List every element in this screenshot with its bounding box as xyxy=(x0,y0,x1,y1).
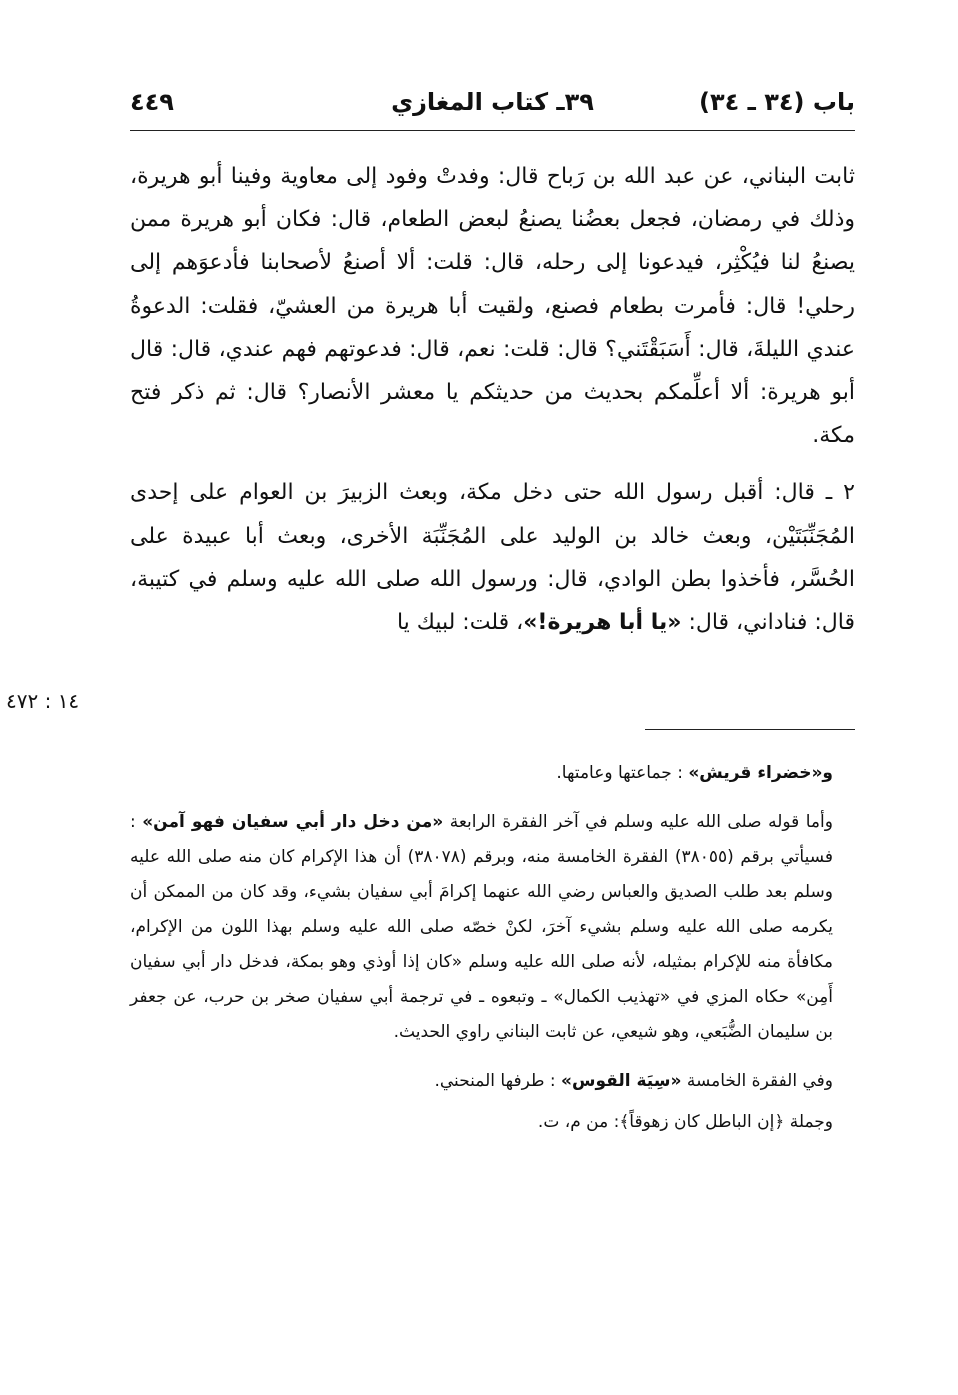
note-2-text-b: : فسيأتي برقم (٣٨٠٥٥) الفقرة الخامسة منه، وبرقم (٣٨٠٧٨) أن هذا الإكرام كان منه صلى الله عليه وسلم بعد طلب الصديق والعباس رضي الله عنهما إكرامَ أبي سفيان بشيء، وقد كان من الممكن أن يكرمه صلى الله عليه وسلم بشيء آخرَ، لكنْ خصّه صلى الله عليه وسلم بهذا اللون من الإكرام، مكافأة منه للإكرام بمثيله، لأنه صلى الله عليه وسلم «كان إذا أوذي وهو بمكة، فدخل دار أبي سفيان أَمِن» حكاه المزي في «تهذيب الكمال» ـ وتبعوه ـ في ترجمة أبي سفيان صخر بن حرب، عن جعفر بن سليمان الضُّبَعي، وهو شيعي، عن ثابت البناني راوي الحديث. xyxy=(130,812,833,1042)
book-title: ٣٩ـ كتاب المغازي xyxy=(391,88,594,116)
paragraph-1: ثابت البناني، عن عبد الله بن رَباح قال: وفدتْ وفود إلى معاوية وفينا أبو هريرة، وذلك في رمضان، فجعل بعضُنا يصنعُ لبعض الطعام، قال: فكان أبو هريرة ممن يصنعُ لنا فيُكْثِر، فيدعونا إلى رحله، قال: قلت: ألا أصنعُ لأصحابنا فأدعوَهم إلى رحلي! قال: فأمرت بطعام فصنع، ولقيت أبا هريرة من العشيّ، فقلت: الدعوةُ عندي الليلةَ، قال: أَسَبَقْتَني؟ قال: قلت: نعم، قال: فدعوتهم فهم عندي، قال: قال أبو هريرة: ألا أعلِّمكم بحديث من حديثكم يا معشر الأنصار؟ قال: ثم ذكر فتح مكة. xyxy=(130,164,855,449)
note-3-text-b: : طرفها المنحني. xyxy=(434,1071,562,1091)
note-1-term: و«خضراء قريش» xyxy=(688,763,833,783)
paragraph-2 xyxy=(130,471,855,644)
margin-reference: ١٤ : ٤٧٢ xyxy=(6,689,80,713)
page-header xyxy=(130,88,855,128)
chapter-heading: باب (٣٤ ـ ٣٤) xyxy=(699,88,855,116)
paragraph-2-end: ، قلت: لبيك يا xyxy=(396,610,524,636)
note-1 xyxy=(130,756,855,791)
paragraph-2-start: ٢ ـ قال: أقبل رسول الله حتى دخل مكة، وبعث الزبيرَ بن العوام على إحدى المُجَنِّبَتَيْن، وبعث خالد بن الوليد على المُجَنِّبَة الأخرى، وبعث أبا عبيدة على الحُسَّر، فأخذوا بطن الوادي، قال: ورسول الله صلى الله عليه وسلم في كتيبة، قال: فناداني، قال: xyxy=(130,480,855,636)
note-3 xyxy=(130,1064,855,1099)
note-1-text: : جماعتها وعامتها. xyxy=(556,763,689,783)
quote-bold: «يا أبا هريرة!» xyxy=(523,610,682,636)
footnote-divider xyxy=(645,729,855,730)
header-divider xyxy=(130,130,855,131)
page-number: ٤٤٩ xyxy=(130,88,174,116)
note-4: وجملة ﴿إن الباطل كان زهوقاً﴾: من م، ت. xyxy=(537,1112,833,1132)
note-2-text-a: وأما قوله صلى الله عليه وسلم في آخر الفقرة الرابعة xyxy=(443,812,833,832)
note-3-text-a: وفي الفقرة الخامسة xyxy=(681,1071,833,1091)
note-3-term: «سِيَة القوس» xyxy=(561,1071,682,1091)
note-2-term: «من دخل دار أبي سفيان فهو آمن» xyxy=(142,812,444,832)
footnotes xyxy=(130,756,855,1140)
note-2 xyxy=(130,805,855,1050)
main-text xyxy=(130,155,855,644)
